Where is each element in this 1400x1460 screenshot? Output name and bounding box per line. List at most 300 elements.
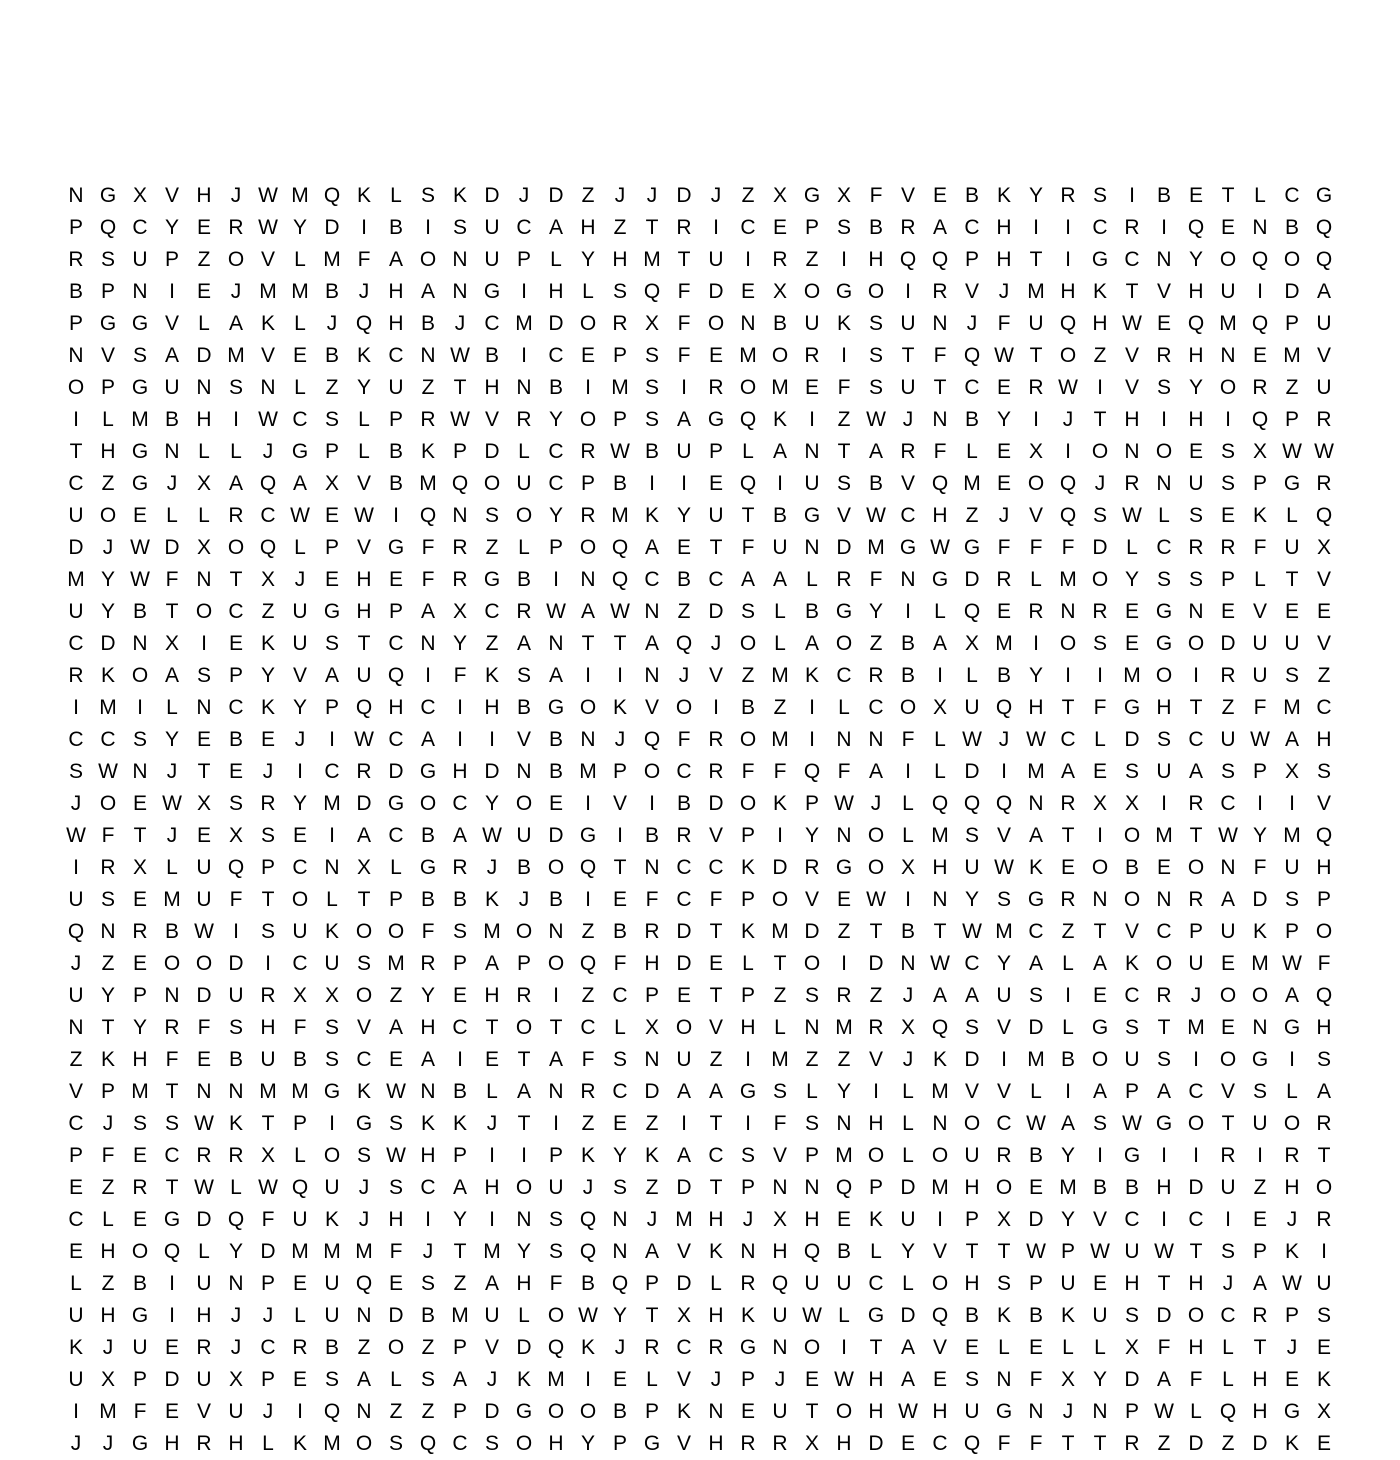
letter-cell[interactable]: F xyxy=(869,568,883,591)
letter-cell[interactable]: C xyxy=(676,760,692,783)
letter-cell[interactable]: D xyxy=(1220,632,1236,655)
letter-cell[interactable]: U xyxy=(388,376,404,399)
letter-cell[interactable]: Z xyxy=(773,696,787,719)
letter-cell[interactable]: S xyxy=(804,1112,819,1135)
letter-cell[interactable]: A xyxy=(644,632,659,655)
letter-cell[interactable]: I xyxy=(1033,632,1039,655)
letter-cell[interactable]: S xyxy=(612,280,627,303)
letter-cell[interactable]: L xyxy=(326,888,338,911)
letter-cell[interactable]: P xyxy=(1252,760,1267,783)
letter-cell[interactable]: Y xyxy=(100,600,115,623)
letter-cell[interactable]: Q xyxy=(1251,248,1269,271)
letter-cell[interactable]: W xyxy=(194,920,214,943)
letter-cell[interactable]: S xyxy=(612,1176,627,1199)
letter-cell[interactable]: Z xyxy=(709,1048,723,1071)
letter-cell[interactable]: M xyxy=(771,664,789,687)
letter-cell[interactable]: I xyxy=(521,280,527,303)
letter-cell[interactable]: C xyxy=(1060,728,1076,751)
letter-cell[interactable]: D xyxy=(228,952,244,975)
letter-cell[interactable]: F xyxy=(741,536,755,559)
letter-cell[interactable]: X xyxy=(900,856,915,879)
letter-cell[interactable]: Q xyxy=(931,1016,949,1039)
letter-cell[interactable]: S xyxy=(420,184,435,207)
letter-cell[interactable]: P xyxy=(1060,1240,1075,1263)
letter-cell[interactable]: S xyxy=(1156,568,1171,591)
letter-cell[interactable]: D xyxy=(1124,728,1140,751)
letter-cell[interactable]: H xyxy=(1316,856,1332,879)
letter-cell[interactable]: O xyxy=(1091,568,1109,591)
letter-cell[interactable]: I xyxy=(841,952,847,975)
letter-cell[interactable]: B xyxy=(548,760,563,783)
letter-cell[interactable]: Z xyxy=(837,920,851,943)
letter-cell[interactable]: U xyxy=(68,504,84,527)
letter-cell[interactable]: P xyxy=(324,440,339,463)
letter-cell[interactable]: E xyxy=(324,504,339,527)
letter-cell[interactable]: C xyxy=(100,728,116,751)
letter-cell[interactable]: Q xyxy=(643,280,661,303)
letter-cell[interactable]: R xyxy=(804,856,820,879)
letter-cell[interactable]: A xyxy=(516,632,531,655)
letter-cell[interactable]: H xyxy=(516,1272,532,1295)
letter-cell[interactable]: F xyxy=(453,664,467,687)
letter-cell[interactable]: L xyxy=(966,664,978,687)
letter-cell[interactable]: N xyxy=(452,280,468,303)
letter-cell[interactable]: G xyxy=(1091,1016,1109,1039)
letter-cell[interactable]: M xyxy=(1027,1048,1045,1071)
letter-cell[interactable]: W xyxy=(1026,728,1046,751)
letter-cell[interactable]: C xyxy=(452,1016,468,1039)
letter-cell[interactable]: H xyxy=(1188,1272,1204,1295)
letter-cell[interactable]: W xyxy=(1122,504,1142,527)
letter-cell[interactable]: H xyxy=(196,184,212,207)
letter-cell[interactable]: U xyxy=(132,1336,148,1359)
letter-cell[interactable]: F xyxy=(261,1208,275,1231)
letter-cell[interactable]: B xyxy=(548,728,563,751)
letter-cell[interactable]: I xyxy=(745,1048,751,1071)
letter-cell[interactable]: B xyxy=(644,824,659,847)
letter-cell[interactable]: A xyxy=(1060,1112,1075,1135)
letter-cell[interactable]: U xyxy=(676,1048,692,1071)
letter-cell[interactable]: L xyxy=(1190,1400,1202,1423)
letter-cell[interactable]: X xyxy=(228,1368,243,1391)
letter-cell[interactable]: A xyxy=(676,408,691,431)
letter-cell[interactable]: C xyxy=(516,216,532,239)
letter-cell[interactable]: E xyxy=(1220,504,1235,527)
letter-cell[interactable]: P xyxy=(1220,568,1235,591)
letter-cell[interactable]: J xyxy=(678,664,690,687)
letter-cell[interactable]: G xyxy=(803,184,821,207)
letter-cell[interactable]: Y xyxy=(580,1432,595,1455)
letter-cell[interactable]: I xyxy=(553,984,559,1007)
letter-cell[interactable]: G xyxy=(291,440,309,463)
letter-cell[interactable]: R xyxy=(1252,1304,1268,1327)
letter-cell[interactable]: C xyxy=(548,440,564,463)
letter-cell[interactable]: V xyxy=(900,184,915,207)
letter-cell[interactable]: S xyxy=(1220,760,1235,783)
letter-cell[interactable]: L xyxy=(966,440,978,463)
letter-cell[interactable]: T xyxy=(645,1304,659,1327)
letter-cell[interactable]: A xyxy=(580,600,595,623)
letter-cell[interactable]: K xyxy=(1316,1368,1331,1391)
letter-cell[interactable]: H xyxy=(484,984,500,1007)
letter-cell[interactable]: Z xyxy=(1317,664,1331,687)
letter-cell[interactable]: F xyxy=(549,1272,563,1295)
letter-cell[interactable]: F xyxy=(101,824,115,847)
letter-cell[interactable]: S xyxy=(1156,376,1171,399)
letter-cell[interactable]: C xyxy=(708,1144,724,1167)
letter-cell[interactable]: U xyxy=(68,984,84,1007)
letter-cell[interactable]: G xyxy=(131,1432,149,1455)
letter-cell[interactable]: D xyxy=(548,184,564,207)
letter-cell[interactable]: C xyxy=(676,856,692,879)
letter-cell[interactable]: J xyxy=(870,792,882,815)
letter-cell[interactable]: Y xyxy=(292,792,307,815)
letter-cell[interactable]: A xyxy=(484,952,499,975)
letter-cell[interactable]: I xyxy=(809,696,815,719)
letter-cell[interactable]: N xyxy=(836,728,852,751)
letter-cell[interactable]: E xyxy=(836,1208,851,1231)
letter-cell[interactable]: N xyxy=(100,920,116,943)
letter-cell[interactable]: U xyxy=(324,1272,340,1295)
letter-cell[interactable]: B xyxy=(548,376,563,399)
letter-cell[interactable]: N xyxy=(1028,792,1044,815)
letter-cell[interactable]: R xyxy=(740,1432,756,1455)
letter-cell[interactable]: P xyxy=(964,248,979,271)
letter-cell[interactable]: Q xyxy=(99,216,117,239)
letter-cell[interactable]: C xyxy=(420,696,436,719)
letter-cell[interactable]: Y xyxy=(516,1240,531,1263)
letter-cell[interactable]: I xyxy=(1065,664,1071,687)
letter-cell[interactable]: K xyxy=(452,1112,467,1135)
letter-cell[interactable]: R xyxy=(452,856,468,879)
letter-cell[interactable]: G xyxy=(707,408,725,431)
letter-cell[interactable]: J xyxy=(486,856,498,879)
letter-cell[interactable]: V xyxy=(1220,1080,1235,1103)
letter-cell[interactable]: S xyxy=(772,1080,787,1103)
letter-cell[interactable]: K xyxy=(708,1240,723,1263)
letter-cell[interactable]: C xyxy=(484,600,500,623)
letter-cell[interactable]: B xyxy=(420,1304,435,1327)
letter-cell[interactable]: A xyxy=(1156,1368,1171,1391)
letter-cell[interactable]: H xyxy=(1252,1368,1268,1391)
letter-cell[interactable]: D xyxy=(548,312,564,335)
letter-cell[interactable]: M xyxy=(163,888,181,911)
letter-cell[interactable]: I xyxy=(73,856,79,879)
letter-cell[interactable]: N xyxy=(1220,344,1236,367)
letter-cell[interactable]: P xyxy=(324,696,339,719)
letter-cell[interactable]: E xyxy=(388,1272,403,1295)
letter-cell[interactable]: O xyxy=(195,952,213,975)
letter-cell[interactable]: E xyxy=(1156,312,1171,335)
letter-cell[interactable]: R xyxy=(868,664,884,687)
letter-cell[interactable]: Z xyxy=(837,408,851,431)
letter-cell[interactable]: W xyxy=(258,408,278,431)
letter-cell[interactable]: W xyxy=(610,440,630,463)
letter-cell[interactable]: Q xyxy=(739,408,757,431)
letter-cell[interactable]: D xyxy=(708,792,724,815)
letter-cell[interactable]: H xyxy=(1252,1400,1268,1423)
letter-cell[interactable]: B xyxy=(740,696,755,719)
letter-cell[interactable]: U xyxy=(772,1400,788,1423)
letter-cell[interactable]: U xyxy=(1284,856,1300,879)
letter-cell[interactable]: H xyxy=(964,1176,980,1199)
letter-cell[interactable]: V xyxy=(356,472,371,495)
letter-cell[interactable]: P xyxy=(1252,472,1267,495)
letter-cell[interactable]: N xyxy=(420,344,436,367)
letter-cell[interactable]: Q xyxy=(451,472,469,495)
letter-cell[interactable]: S xyxy=(452,216,467,239)
letter-cell[interactable]: V xyxy=(484,1336,499,1359)
letter-cell[interactable]: A xyxy=(932,984,947,1007)
letter-cell[interactable]: D xyxy=(676,920,692,943)
letter-cell[interactable]: U xyxy=(1316,1272,1332,1295)
letter-cell[interactable]: P xyxy=(228,664,243,687)
letter-cell[interactable]: E xyxy=(548,792,563,815)
letter-cell[interactable]: N xyxy=(356,1400,372,1423)
letter-cell[interactable]: R xyxy=(1220,1144,1236,1167)
letter-cell[interactable]: Z xyxy=(101,1176,115,1199)
letter-cell[interactable]: C xyxy=(388,344,404,367)
letter-cell[interactable]: O xyxy=(1059,632,1077,655)
letter-cell[interactable]: H xyxy=(1124,408,1140,431)
letter-cell[interactable]: L xyxy=(934,600,946,623)
letter-cell[interactable]: Q xyxy=(611,568,629,591)
letter-cell[interactable]: R xyxy=(996,1144,1012,1167)
letter-cell[interactable]: B xyxy=(324,1336,339,1359)
letter-cell[interactable]: E xyxy=(1284,600,1299,623)
letter-cell[interactable]: H xyxy=(388,696,404,719)
letter-cell[interactable]: R xyxy=(1188,792,1204,815)
letter-cell[interactable]: G xyxy=(1155,1112,1173,1135)
letter-cell[interactable]: Q xyxy=(803,1240,821,1263)
letter-cell[interactable]: Q xyxy=(1315,824,1333,847)
letter-cell[interactable]: P xyxy=(164,248,179,271)
letter-cell[interactable]: U xyxy=(484,216,500,239)
letter-cell[interactable]: R xyxy=(740,1272,756,1295)
letter-cell[interactable]: S xyxy=(1188,568,1203,591)
letter-cell[interactable]: J xyxy=(1222,1272,1234,1295)
letter-cell[interactable]: C xyxy=(356,1048,372,1071)
letter-cell[interactable]: M xyxy=(483,920,501,943)
letter-cell[interactable]: C xyxy=(612,984,628,1007)
letter-cell[interactable]: Y xyxy=(1028,184,1043,207)
letter-cell[interactable]: U xyxy=(1124,1048,1140,1071)
letter-cell[interactable]: C xyxy=(68,1112,84,1135)
letter-cell[interactable]: L xyxy=(902,1080,914,1103)
letter-cell[interactable]: H xyxy=(196,408,212,431)
letter-cell[interactable]: Z xyxy=(1157,1432,1171,1455)
letter-cell[interactable]: G xyxy=(835,280,853,303)
letter-cell[interactable]: P xyxy=(964,1208,979,1231)
letter-cell[interactable]: M xyxy=(931,824,949,847)
letter-cell[interactable]: P xyxy=(612,760,627,783)
letter-cell[interactable]: N xyxy=(580,728,596,751)
letter-cell[interactable]: C xyxy=(868,1272,884,1295)
letter-cell[interactable]: A xyxy=(900,1368,915,1391)
letter-cell[interactable]: N xyxy=(1156,248,1172,271)
letter-cell[interactable]: Q xyxy=(163,1240,181,1263)
letter-cell[interactable]: G xyxy=(1315,184,1333,207)
letter-cell[interactable]: F xyxy=(1061,536,1075,559)
letter-cell[interactable]: J xyxy=(262,1400,274,1423)
letter-cell[interactable]: L xyxy=(934,728,946,751)
letter-cell[interactable]: V xyxy=(964,280,979,303)
letter-cell[interactable]: P xyxy=(612,344,627,367)
letter-cell[interactable]: V xyxy=(164,312,179,335)
letter-cell[interactable]: R xyxy=(292,1336,308,1359)
letter-cell[interactable]: S xyxy=(260,824,275,847)
letter-cell[interactable]: F xyxy=(933,440,947,463)
letter-cell[interactable]: Y xyxy=(996,408,1011,431)
letter-cell[interactable]: A xyxy=(676,1144,691,1167)
letter-cell[interactable]: B xyxy=(900,920,915,943)
letter-cell[interactable]: V xyxy=(164,184,179,207)
letter-cell[interactable]: R xyxy=(132,920,148,943)
letter-cell[interactable]: Z xyxy=(645,1112,659,1135)
letter-cell[interactable]: P xyxy=(644,1400,659,1423)
letter-cell[interactable]: G xyxy=(131,1304,149,1327)
letter-cell[interactable]: W xyxy=(834,792,854,815)
letter-cell[interactable]: D xyxy=(388,1304,404,1327)
letter-cell[interactable]: B xyxy=(1156,184,1171,207)
letter-cell[interactable]: E xyxy=(196,728,211,751)
letter-cell[interactable]: A xyxy=(420,728,435,751)
letter-cell[interactable]: W xyxy=(130,568,150,591)
letter-cell[interactable]: P xyxy=(1316,888,1331,911)
letter-cell[interactable]: Q xyxy=(323,184,341,207)
letter-cell[interactable]: V xyxy=(1316,344,1331,367)
letter-cell[interactable]: W xyxy=(1250,728,1270,751)
letter-cell[interactable]: F xyxy=(421,568,435,591)
letter-cell[interactable]: L xyxy=(518,1304,530,1327)
letter-cell[interactable]: U xyxy=(1124,1240,1140,1263)
letter-cell[interactable]: L xyxy=(614,1016,626,1039)
letter-cell[interactable]: A xyxy=(228,312,243,335)
letter-cell[interactable]: Q xyxy=(803,760,821,783)
letter-cell[interactable]: D xyxy=(836,536,852,559)
letter-cell[interactable]: O xyxy=(579,536,597,559)
letter-cell[interactable]: A xyxy=(1156,1080,1171,1103)
letter-cell[interactable]: J xyxy=(902,1048,914,1071)
letter-cell[interactable]: K xyxy=(420,440,435,463)
letter-cell[interactable]: G xyxy=(739,1336,757,1359)
letter-cell[interactable]: A xyxy=(804,632,819,655)
letter-cell[interactable]: K xyxy=(836,312,851,335)
letter-cell[interactable]: U xyxy=(292,1208,308,1231)
letter-cell[interactable]: K xyxy=(772,792,787,815)
letter-cell[interactable]: O xyxy=(1187,632,1205,655)
letter-cell[interactable]: Y xyxy=(292,696,307,719)
letter-cell[interactable]: D xyxy=(1252,1432,1268,1455)
letter-cell[interactable]: T xyxy=(709,536,723,559)
letter-cell[interactable]: N xyxy=(548,1080,564,1103)
letter-cell[interactable]: B xyxy=(132,600,147,623)
letter-cell[interactable]: Q xyxy=(579,856,597,879)
letter-cell[interactable]: J xyxy=(582,1176,594,1199)
letter-cell[interactable]: E xyxy=(484,1048,499,1071)
letter-cell[interactable]: I xyxy=(1001,1048,1007,1071)
letter-cell[interactable]: T xyxy=(1285,568,1299,591)
letter-cell[interactable]: H xyxy=(484,696,500,719)
letter-cell[interactable]: S xyxy=(228,792,243,815)
letter-cell[interactable]: W xyxy=(962,920,982,943)
letter-cell[interactable]: E xyxy=(196,216,211,239)
letter-cell[interactable]: M xyxy=(931,1176,949,1199)
letter-cell[interactable]: Q xyxy=(1315,216,1333,239)
letter-cell[interactable]: Q xyxy=(835,1176,853,1199)
letter-cell[interactable]: Q xyxy=(995,792,1013,815)
letter-cell[interactable]: D xyxy=(164,1368,180,1391)
letter-cell[interactable]: I xyxy=(425,664,431,687)
letter-cell[interactable]: M xyxy=(99,696,117,719)
letter-cell[interactable]: D xyxy=(676,1176,692,1199)
letter-cell[interactable]: L xyxy=(902,792,914,815)
letter-cell[interactable]: W xyxy=(1282,1272,1302,1295)
letter-cell[interactable]: A xyxy=(740,568,755,591)
letter-cell[interactable]: F xyxy=(357,248,371,271)
letter-cell[interactable]: I xyxy=(329,824,335,847)
letter-cell[interactable]: V xyxy=(1156,280,1171,303)
letter-cell[interactable]: L xyxy=(1254,184,1266,207)
letter-cell[interactable]: E xyxy=(164,1336,179,1359)
letter-cell[interactable]: L xyxy=(1222,1336,1234,1359)
letter-cell[interactable]: K xyxy=(484,664,499,687)
letter-cell[interactable]: N xyxy=(164,440,180,463)
letter-cell[interactable]: A xyxy=(548,664,563,687)
letter-cell[interactable]: B xyxy=(868,472,883,495)
letter-cell[interactable]: J xyxy=(166,760,178,783)
letter-cell[interactable]: L xyxy=(1222,1368,1234,1391)
letter-cell[interactable]: L xyxy=(1094,728,1106,751)
letter-cell[interactable]: U xyxy=(996,984,1012,1007)
letter-cell[interactable]: E xyxy=(388,568,403,591)
letter-cell[interactable]: J xyxy=(166,824,178,847)
letter-cell[interactable]: L xyxy=(294,1304,306,1327)
letter-cell[interactable]: N xyxy=(132,760,148,783)
letter-cell[interactable]: U xyxy=(1284,536,1300,559)
letter-cell[interactable]: U xyxy=(1252,1112,1268,1135)
letter-cell[interactable]: C xyxy=(228,696,244,719)
letter-cell[interactable]: T xyxy=(709,984,723,1007)
letter-cell[interactable]: H xyxy=(1188,1336,1204,1359)
letter-cell[interactable]: E xyxy=(1124,600,1139,623)
letter-cell[interactable]: F xyxy=(869,184,883,207)
letter-cell[interactable]: Q xyxy=(1059,504,1077,527)
letter-cell[interactable]: P xyxy=(612,1432,627,1455)
letter-cell[interactable]: K xyxy=(68,1336,83,1359)
letter-cell[interactable]: F xyxy=(101,1144,115,1167)
letter-cell[interactable]: X xyxy=(772,280,787,303)
letter-cell[interactable]: C xyxy=(164,1144,180,1167)
letter-cell[interactable]: Q xyxy=(579,952,597,975)
letter-cell[interactable]: W xyxy=(1154,1400,1174,1423)
letter-cell[interactable]: L xyxy=(1158,504,1170,527)
letter-cell[interactable]: P xyxy=(644,1272,659,1295)
letter-cell[interactable]: H xyxy=(1092,312,1108,335)
letter-cell[interactable]: K xyxy=(1284,1432,1299,1455)
letter-cell[interactable]: E xyxy=(228,632,243,655)
letter-cell[interactable]: J xyxy=(1094,472,1106,495)
letter-cell[interactable]: A xyxy=(548,216,563,239)
letter-cell[interactable]: E xyxy=(708,952,723,975)
letter-cell[interactable]: N xyxy=(804,1176,820,1199)
letter-cell[interactable]: G xyxy=(131,440,149,463)
letter-cell[interactable]: Q xyxy=(355,312,373,335)
letter-cell[interactable]: M xyxy=(291,1240,309,1263)
letter-cell[interactable]: Q xyxy=(291,1176,309,1199)
letter-cell[interactable]: P xyxy=(1028,1272,1043,1295)
letter-cell[interactable]: C xyxy=(548,472,564,495)
